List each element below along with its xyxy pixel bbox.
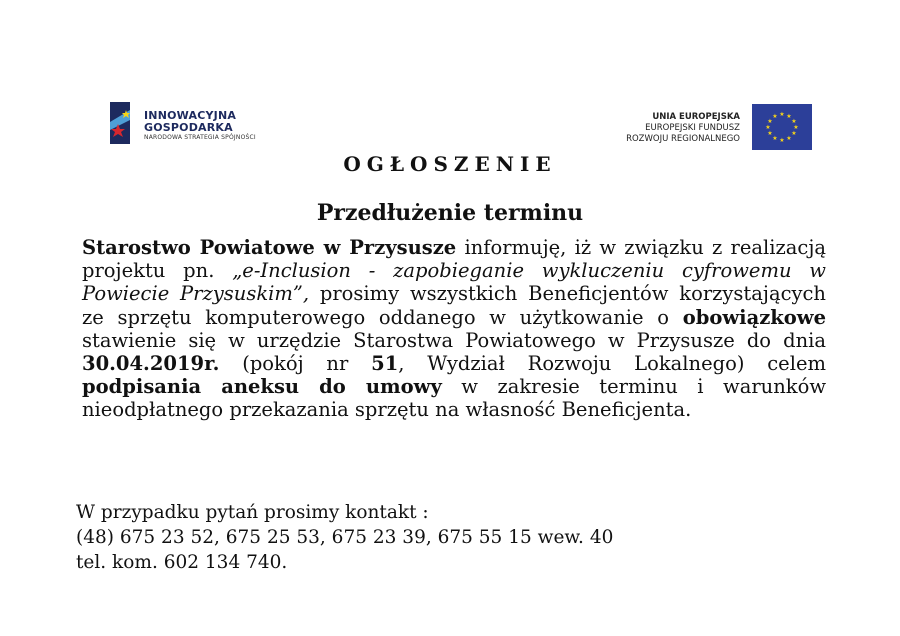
- logo-right-line2: EUROPEJSKI FUNDUSZ: [645, 123, 740, 133]
- contact-phones: (48) 675 23 52, 675 25 53, 675 23 39, 675 55 15 wew. 40: [76, 527, 614, 548]
- annex-signing: podpisania aneksu do umowy: [82, 375, 442, 399]
- project-name: „e-Inclusion - zapobieganie wykluczeniu cyfrowemu w Powiecie Przysuskim”,: [82, 259, 826, 306]
- logo-left-line1: INNOWACYJNA: [144, 109, 237, 122]
- eu-flag-icon: [752, 104, 812, 150]
- logo-right-line1: UNIA EUROPEJSKA: [652, 112, 740, 122]
- deadline-date: 30.04.2019r.: [82, 352, 220, 376]
- body-text-2: prosimy wszystkich Beneficjentów korzystających ze sprzętu komputerowego oddanego w użytkowanie o: [82, 282, 826, 329]
- contact-block: [76, 500, 796, 575]
- contact-intro: W przypadku pytań prosimy kontakt :: [76, 502, 429, 523]
- svg-text:★: ★: [786, 135, 792, 142]
- svg-text:★: ★: [793, 124, 799, 131]
- svg-text:★: ★: [767, 118, 773, 125]
- logo-right-line3: ROZWOJU REGIONALNEGO: [626, 134, 740, 144]
- innovative-economy-emblem-icon: [104, 100, 140, 146]
- logo-left-line3: NARODOWA STRATEGIA SPÓJNOŚCI: [144, 134, 256, 141]
- svg-text:★: ★: [765, 124, 771, 131]
- contact-mobile: tel. kom. 602 134 740.: [76, 552, 288, 573]
- body-text-6: w zakresie terminu i warunków nieodpłatnego przekazania sprzętu na własność Beneficjenta.: [82, 375, 827, 422]
- notice-body: [76, 236, 826, 422]
- body-text-1: informuję, iż w związku z realizacją projektu pn.: [82, 236, 826, 283]
- svg-text:★: ★: [786, 113, 792, 120]
- innowacyjna-gospodarka-logo: [104, 100, 264, 148]
- svg-text:★: ★: [772, 135, 778, 142]
- notice-subtitle: Przedłużenie terminu: [316, 200, 584, 226]
- svg-text:★: ★: [791, 118, 797, 125]
- logo-left-line2: GOSPODARKA: [144, 121, 233, 134]
- svg-text:★: ★: [779, 111, 785, 118]
- svg-text:★: ★: [779, 137, 785, 144]
- body-text-4: (pokój nr: [219, 352, 372, 376]
- svg-text:★: ★: [772, 113, 778, 120]
- body-text-3: stawienie się w urzędzie Starostwa Powiatowego w Przysusze do dnia: [82, 328, 826, 352]
- svg-text:★: ★: [767, 130, 773, 137]
- unia-europejska-logo: [620, 104, 812, 152]
- room-number: 51: [371, 352, 399, 376]
- mandatory-word: obowiązkowe: [682, 305, 826, 329]
- notice-paragraph: [76, 236, 826, 422]
- office-name: Starostwo Powiatowe w Przysusze: [82, 236, 457, 259]
- notice-title: OGŁOSZENIE: [343, 152, 557, 176]
- body-text-5: , Wydział Rozwoju Lokalnego) celem: [398, 352, 826, 376]
- svg-text:★: ★: [791, 130, 797, 137]
